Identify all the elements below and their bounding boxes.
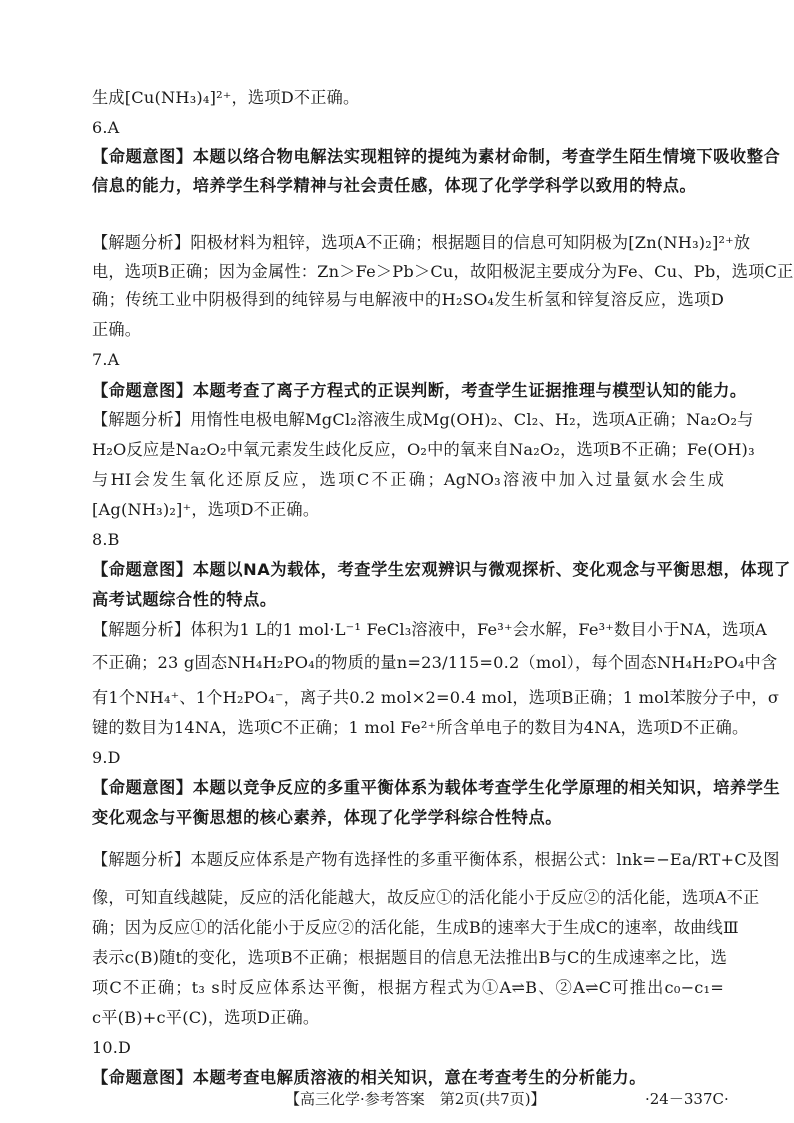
analysis-text: 像，可知直线越陡，反应的活化能越大，故反应①的活化能小于反应②的活化能，选项A不正 — [92, 888, 760, 907]
analysis-text: 键的数目为14NA，选项C不正确；1 mol Fe²⁺所含单电子的数目为4NA，选项D不正确。 — [92, 718, 749, 737]
analysis-text: 有1个NH₄⁺、1个H₂PO₄⁻，离子共0.2 mol×2=0.4 mol，选项B正确；1 mol苯胺分子中，σ — [92, 688, 780, 707]
intent-text: 变化观念与平衡思想的核心素养，体现了化学学科综合性特点。 — [92, 808, 563, 827]
analysis-text: 【解题分析】用惰性电极电解MgCl₂溶液生成Mg(OH)₂、Cl₂、H₂，选项A正确；Na₂O₂与 — [92, 410, 754, 429]
question-number: 8.B — [92, 530, 120, 549]
analysis-text: 表示c(B)随t的变化，选项B不正确；根据题目的信息无法推出B与C的生成速率之比，选 — [92, 948, 728, 967]
analysis-text: 【解题分析】体积为1 L的1 mol·L⁻¹ FeCl₃溶液中，Fe³⁺会水解，Fe³⁺数目小于NA，选项A — [92, 620, 767, 639]
analysis-text: 电，选项B正确；因为金属性：Zn＞Fe＞Pb＞Cu，故阳极泥主要成分为Fe、Cu、Pb，选项C正 — [92, 262, 794, 281]
intent-heading: 【命题意图】本题以络合物电解法实现粗锌的提纯为素材命制，考查学生陌生情境下吸收整合 — [92, 147, 781, 166]
text-line: 生成[Cu(NH₃)₄]²⁺，选项D不正确。 — [92, 88, 360, 107]
question-number: 7.A — [92, 350, 120, 369]
analysis-text: 与HI会发生氧化还原反应，选项C不正确；AgNO₃溶液中加入过量氨水会生成 — [92, 470, 724, 489]
intent-text: 信息的能力，培养学生科学精神与社会责任感，体现了化学学科学以致用的特点。 — [92, 176, 697, 195]
question-number: 10.D — [92, 1038, 132, 1057]
analysis-text: 确；传统工业中阴极得到的纯锌易与电解液中的H₂SO₄发生析氢和锌复溶反应，选项D — [92, 290, 724, 309]
analysis-text: 正确。 — [92, 320, 142, 339]
question-number: 9.D — [92, 748, 121, 767]
analysis-text: H₂O反应是Na₂O₂中氧元素发生歧化反应，O₂中的氧来自Na₂O₂，选项B不正确；Fe(OH)₃ — [92, 440, 755, 459]
question-number: 6.A — [92, 118, 120, 137]
intent-text: 高考试题综合性的特点。 — [92, 590, 277, 609]
intent-heading: 【命题意图】本题考查电解质溶液的相关知识，意在考查考生的分析能力。 — [92, 1068, 646, 1087]
analysis-text: 确；因为反应①的活化能小于反应②的活化能，生成B的速率大于生成C的速率，故曲线Ⅲ — [92, 918, 739, 937]
analysis-text: 【解题分析】阳极材料为粗锌，选项A不正确；根据题目的信息可知阴极为[Zn(NH₃)₂]²⁺放 — [92, 233, 751, 252]
footer-subject: 【高三化学·参考答案 第2页(共7页)】 — [285, 1090, 546, 1108]
intent-heading: 【命题意图】本题以NA为载体，考查学生宏观辨识与微观探析、变化观念与平衡思想，体现了 — [92, 560, 791, 579]
analysis-text: 项C不正确；t₃ s时反应体系达平衡，根据方程式为①A⇌B、②A⇌C可推出c₀−c₁= — [92, 978, 724, 997]
analysis-text: 【解题分析】本题反应体系是产物有选择性的多重平衡体系，根据公式：lnk=−Ea/RT+C及图 — [92, 850, 780, 869]
intent-heading: 【命题意图】本题以竞争反应的多重平衡体系为载体考查学生化学原理的相关知识，培养学生 — [92, 778, 781, 797]
intent-heading: 【命题意图】本题考查了离子方程式的正误判断，考查学生证据推理与模型认知的能力。 — [92, 381, 747, 400]
analysis-text: 不正确；23 g固态NH₄H₂PO₄的物质的量n=23/115=0.2（mol），每个固态NH₄H₂PO₄中含 — [92, 653, 778, 672]
footer-code: ·24－337C· — [645, 1090, 729, 1108]
analysis-text: [Ag(NH₃)₂]⁺，选项D不正确。 — [92, 500, 320, 519]
analysis-text: c平(B)+c平(C)，选项D正确。 — [92, 1008, 320, 1027]
